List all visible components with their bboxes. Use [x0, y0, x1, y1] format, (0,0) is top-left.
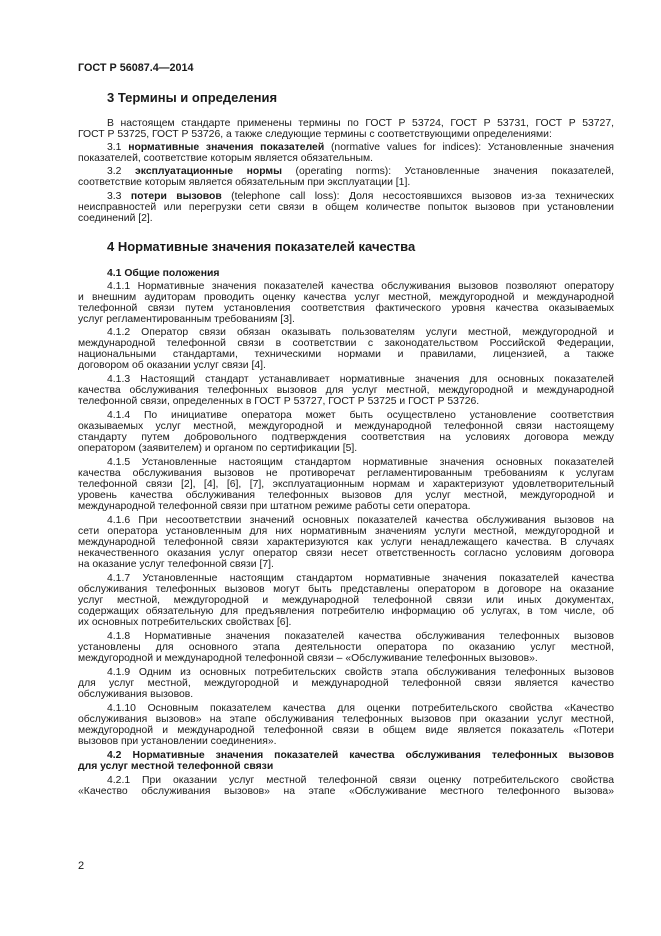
para-line: телефонной связи [2], [4], [6], [7], эксплуатационным нормам и характеризуют удовлетворительный [78, 479, 614, 490]
para-line: некачественного оказания услуг оператор связи несет ответственность согласно условиям договора [78, 548, 614, 559]
para-line: оператором (заявителем) и органом по сертификации [5]. [78, 443, 358, 454]
para-line: содержащих обязательную для предъявления потребителю информацию об услугах, в том числе, об [78, 606, 614, 617]
para-line: установлены для основного этапа деятельности оператора по оказанию услуг местной, [78, 642, 614, 653]
term-3-2-term: эксплуатационные нормы [135, 166, 282, 177]
document-header: ГОСТ Р 56087.4—2014 [78, 62, 194, 74]
term-3-1-number: 3.1 [107, 142, 129, 153]
term-3-2-cont: соответствие которым является обязательным при эксплуатации [1]. [78, 177, 411, 188]
para-line: 4.1.7 Установленные настоящим стандартом нормативные значения показателей качества [107, 573, 614, 584]
para-line: 4.1.10 Основным показателем качества для оценки потребительского свойства «Качество [107, 703, 614, 714]
para-line: обслуживания вызовов» на этапе обслуживания телефонных вызовов при оказании услуг местной, [78, 714, 614, 725]
term-3-2 [107, 166, 614, 177]
para-line: качества обслуживания телефонных вызовов для услуг местной, междугородной и международной [78, 385, 614, 396]
para-line: услуг местной, междугородной и международной телефонной связи или иных документах, [78, 595, 614, 606]
term-3-3-term: потери вызовов [130, 191, 222, 202]
intro-line-1: В настоящем стандарте применены термины по ГОСТ Р 53724, ГОСТ Р 53731, ГОСТ Р 53727, [107, 118, 614, 129]
para-line: качества обслуживания вызовов не противоречат регламентированным требованиям к услугам [78, 468, 614, 479]
term-3-1-definition: (normative values for indices): Установленные значения [324, 142, 614, 153]
term-3-3-definition: (telephone call loss): Доля несостоявшихся вызовов из-за технических [221, 191, 614, 202]
term-3-2-definition: (operating norms): Установленные значения показателей, [281, 166, 614, 177]
term-3-3 [107, 191, 614, 202]
page-number: 2 [78, 860, 85, 872]
para-line: 4.2.1 При оказании услуг местной телефонной связи оценку потребительского свойства [107, 775, 614, 786]
para-line: телефонной связи путем установления соответствия фактического уровня качества оказываемых [78, 303, 614, 314]
para-line: для услуг местной, междугородной и международной телефонной связи является качество [78, 678, 614, 689]
term-3-2-number: 3.2 [107, 166, 136, 177]
para-line: обслуживания вызовов. [78, 689, 194, 700]
para-line: стандарту путем добровольного подтверждения соответствия на условиях договора между [78, 432, 614, 443]
term-3-1 [107, 142, 614, 153]
term-3-3-cont-1: неисправностей или перегрузки сети связи в общем количестве попыток вызовов при установлении [78, 202, 614, 213]
para-line: 4.1.5 Установленные настоящим стандартом нормативные значения основных показателей [107, 457, 614, 468]
para-line: 4.1.2 Оператор связи обязан оказывать пользователям услуги местной, междугородной и [107, 327, 614, 338]
section-4-heading: 4 Нормативные значения показателей качества [107, 239, 416, 254]
para-line: национальными стандартами, техническими нормами и правилами, лицензией, а также [78, 349, 614, 360]
term-3-1-term: нормативные значения показателей [128, 142, 325, 153]
subsection-4-1-heading: 4.1 Общие положения [107, 268, 220, 279]
term-3-3-cont-2: соединений [2]. [78, 213, 153, 224]
para-line: международной телефонной связи при штатном режиме работы сети оператора. [78, 501, 471, 512]
para-line: международной телефонной связи в соответствии с законодательством Российской Федерации, [78, 338, 614, 349]
para-line: обслуживания телефонных вызовов могут быть представлены оператором в договоре на оказание [78, 584, 614, 595]
term-3-1-cont: показателей, соответствие которым является обязательным. [78, 153, 373, 164]
para-line: междугородной и международной телефонной связи в общем виде является показатель «Потери [78, 725, 614, 736]
para-line: услуг регламентированным требованиям [3]. [78, 314, 295, 325]
para-line: 4.1.9 Одним из основных потребительских свойств этапа обслуживания телефонных вызовов [107, 667, 614, 678]
para-line: 4.1.8 Нормативные значения показателей качества обслуживания телефонных вызовов [107, 631, 614, 642]
para-line: уровень качества обслуживания телефонных вызовов для услуг местной, междугородной и [78, 490, 614, 501]
para-line: оказываемых услуг местной, междугородной и международной телефонной связи настоящему [78, 421, 614, 432]
section-3-heading: 3 Термины и определения [107, 90, 278, 105]
para-line: и внешним аудиторам проводить оценку качества услуг местной, междугородной и международной [78, 292, 614, 303]
para-line: 4.1.4 По инициативе оператора может быть осуществлено установление соответствия [107, 410, 614, 421]
term-3-3-number: 3.3 [107, 191, 131, 202]
para-line: 4.1.3 Настоящий стандарт устанавливает нормативные значения для основных показателей [107, 374, 614, 385]
para-line: международной телефонной связи характеризуются как услуги ненадлежащего качества. В случаях [78, 537, 614, 548]
para-line: «Качество обслуживания вызовов» на этапе «Обслуживание местного телефонного вызова» [78, 786, 614, 797]
para-line: телефонной связи, определенных в ГОСТ Р 53727, ГОСТ Р 53725 и ГОСТ Р 53726. [78, 396, 480, 407]
para-line: междугородной и международной телефонной связи – «Обслуживание телефонных вызовов». [78, 653, 538, 664]
para-line: сети оператора установленным для них нормативным значениям услуги местной, междугородной и [78, 526, 614, 537]
para-line: их основных потребительских свойствах [6]. [78, 617, 292, 628]
para-line: договором об оказании услуг связи [4]. [78, 360, 266, 371]
subsection-4-2-line-2: для услуг местной телефонной связи [78, 761, 274, 772]
para-line: на оказание услуг телефонной связи [7]. [78, 559, 274, 570]
para-line: 4.1.1 Нормативные значения показателей качества обслуживания вызовов позволяют оператору [107, 281, 614, 292]
intro-line-2: ГОСТ Р 53725, ГОСТ Р 53726, а также следующие термины с соответствующими определениями: [78, 129, 552, 140]
para-line: 4.1.6 При несоответствии значений основных показателей качества обслуживания вызовов на [107, 515, 614, 526]
para-line: вызовов при установлении соединения». [78, 736, 277, 747]
subsection-4-2-line-1: 4.2 Нормативные значения показателей качества обслуживания телефонных вызовов [107, 750, 614, 761]
